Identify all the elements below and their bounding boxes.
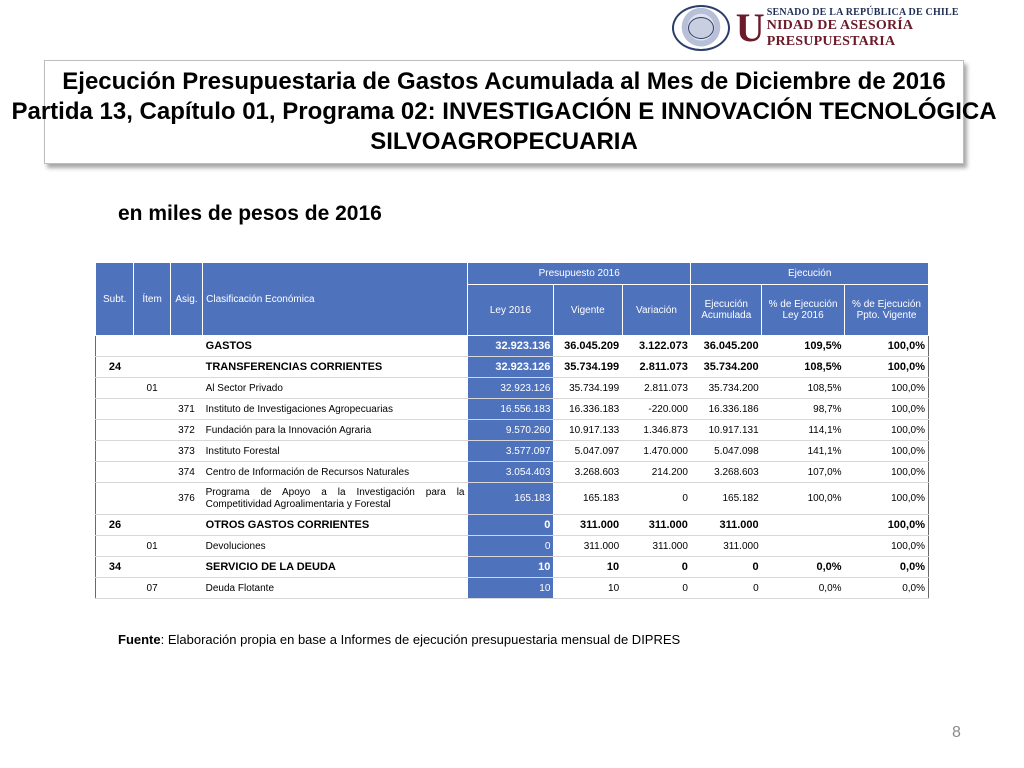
cell-asig [170, 378, 202, 399]
cell-variacion: 214.200 [622, 462, 691, 483]
cell-desc: GASTOS [203, 336, 468, 357]
cell-subt: 26 [96, 515, 134, 536]
cell-variacion: 1.470.000 [622, 441, 691, 462]
cell-item: 01 [134, 378, 170, 399]
budget-table [95, 262, 929, 599]
cell-vigente: 36.045.209 [553, 336, 622, 357]
cell-desc: OTROS GASTOS CORRIENTES [203, 515, 468, 536]
cell-pct-ley: 0,0% [762, 578, 845, 599]
header-vigente: Vigente [553, 285, 622, 336]
cell-vigente: 311.000 [553, 536, 622, 557]
cell-vigente: 165.183 [553, 483, 622, 515]
logo-unidad-text: NIDAD DE ASESORÍA PRESUPUESTARIA [766, 17, 913, 49]
cell-asig [170, 536, 202, 557]
table-row [96, 515, 929, 536]
cell-pct-ley [762, 515, 845, 536]
logo-senado-text: SENADO DE LA REPÚBLICA DE CHILE [766, 6, 959, 18]
table-row [96, 441, 929, 462]
cell-pct-vig: 100,0% [845, 462, 929, 483]
cell-vigente: 311.000 [553, 515, 622, 536]
header-ley: Ley 2016 [468, 285, 554, 336]
cell-pct-ley: 108,5% [762, 378, 845, 399]
header-ejec-acum: Ejecución Acumulada [691, 285, 762, 336]
table-row [96, 399, 929, 420]
cell-subt [96, 441, 134, 462]
cell-vigente: 10 [553, 578, 622, 599]
cell-pct-vig: 100,0% [845, 399, 929, 420]
table-row [96, 336, 929, 357]
cell-item [134, 357, 170, 378]
cell-item [134, 483, 170, 515]
cell-variacion: 311.000 [622, 536, 691, 557]
page-number: 8 [952, 724, 961, 741]
cell-desc: Deuda Flotante [203, 578, 468, 599]
cell-ley: 0 [468, 536, 554, 557]
cell-pct-vig: 100,0% [845, 515, 929, 536]
cell-ley: 16.556.183 [468, 399, 554, 420]
header-pct-ley: % de Ejecución Ley 2016 [762, 285, 845, 336]
table-row [96, 357, 929, 378]
table-row [96, 536, 929, 557]
cell-ley: 32.923.126 [468, 378, 554, 399]
header-group-ejecucion: Ejecución [691, 263, 929, 285]
cell-ley: 32.923.126 [468, 357, 554, 378]
cell-item [134, 336, 170, 357]
cell-asig: 373 [170, 441, 202, 462]
cell-variacion: 3.122.073 [622, 336, 691, 357]
cell-ejec: 3.268.603 [691, 462, 762, 483]
cell-pct-vig: 100,0% [845, 357, 929, 378]
cell-ejec: 35.734.200 [691, 357, 762, 378]
header-item: Ítem [134, 263, 170, 336]
cell-ejec: 311.000 [691, 536, 762, 557]
seal-shield-icon [688, 17, 714, 39]
cell-desc: Fundación para la Innovación Agraria [203, 420, 468, 441]
header-group-presupuesto: Presupuesto 2016 [468, 263, 691, 285]
title-line-1: Ejecución Presupuestaria de Gastos Acumulada al Mes de Diciembre de 2016 [62, 68, 946, 95]
cell-variacion: 0 [622, 557, 691, 578]
cell-item: 07 [134, 578, 170, 599]
cell-ley: 165.183 [468, 483, 554, 515]
cell-subt: 34 [96, 557, 134, 578]
header-subt: Subt. [96, 263, 134, 336]
header-pct-vigente: % de Ejecución Ppto. Vigente [845, 285, 929, 336]
cell-ejec: 311.000 [691, 515, 762, 536]
cell-ley: 9.570.260 [468, 420, 554, 441]
cell-ley: 3.054.403 [468, 462, 554, 483]
cell-subt [96, 462, 134, 483]
cell-subt: 24 [96, 357, 134, 378]
source-text: : Elaboración propia en base a Informes de ejecución presupuestaria mensual de DIPRES [160, 632, 681, 647]
senado-logo [672, 4, 1016, 52]
cell-vigente: 35.734.199 [553, 357, 622, 378]
title-box [11, 60, 997, 164]
cell-ejec: 165.182 [691, 483, 762, 515]
cell-subt [96, 336, 134, 357]
cell-desc: SERVICIO DE LA DEUDA [203, 557, 468, 578]
header-variacion: Variación [622, 285, 691, 336]
cell-variacion: -220.000 [622, 399, 691, 420]
cell-subt [96, 399, 134, 420]
cell-item [134, 557, 170, 578]
cell-pct-ley: 109,5% [762, 336, 845, 357]
cell-pct-ley: 100,0% [762, 483, 845, 515]
cell-subt [96, 578, 134, 599]
cell-asig [170, 557, 202, 578]
cell-subt [96, 536, 134, 557]
cell-variacion: 1.346.873 [622, 420, 691, 441]
table-row [96, 420, 929, 441]
cell-desc: Centro de Información de Recursos Naturales [203, 462, 468, 483]
source-label: Fuente [118, 632, 161, 647]
cell-variacion: 311.000 [622, 515, 691, 536]
title-line-2: Partida 13, Capítulo 01, Programa 02: INVESTIGACIÓN E INNOVACIÓN TECNOLÓGICA [11, 98, 997, 125]
cell-ejec: 5.047.098 [691, 441, 762, 462]
cell-pct-ley: 0,0% [762, 557, 845, 578]
cell-vigente: 10.917.133 [553, 420, 622, 441]
cell-pct-vig: 100,0% [845, 536, 929, 557]
cell-asig: 376 [170, 483, 202, 515]
title-line-3: SILVOAGROPECUARIA [370, 128, 638, 155]
cell-pct-ley: 141,1% [762, 441, 845, 462]
cell-ejec: 36.045.200 [691, 336, 762, 357]
cell-pct-ley: 98,7% [762, 399, 845, 420]
cell-pct-ley: 107,0% [762, 462, 845, 483]
cell-pct-ley: 108,5% [762, 357, 845, 378]
cell-item: 01 [134, 536, 170, 557]
cell-asig [170, 336, 202, 357]
cell-vigente: 16.336.183 [553, 399, 622, 420]
cell-desc: Al Sector Privado [203, 378, 468, 399]
cell-ejec: 16.336.186 [691, 399, 762, 420]
source-note [118, 632, 680, 647]
subtitle: en miles de pesos de 2016 [118, 202, 382, 225]
cell-item [134, 420, 170, 441]
cell-variacion: 0 [622, 483, 691, 515]
cell-item [134, 515, 170, 536]
cell-asig [170, 515, 202, 536]
cell-desc: Devoluciones [203, 536, 468, 557]
cell-ley: 3.577.097 [468, 441, 554, 462]
logo-big-letter: U [735, 5, 765, 50]
cell-vigente: 3.268.603 [553, 462, 622, 483]
cell-variacion: 2.811.073 [622, 357, 691, 378]
cell-ley: 10 [468, 557, 554, 578]
table-row [96, 557, 929, 578]
header-asig: Asig. [170, 263, 202, 336]
cell-variacion: 2.811.073 [622, 378, 691, 399]
cell-vigente: 5.047.097 [553, 441, 622, 462]
cell-subt [96, 378, 134, 399]
cell-ejec: 10.917.131 [691, 420, 762, 441]
cell-pct-vig: 0,0% [845, 578, 929, 599]
cell-desc: TRANSFERENCIAS CORRIENTES [203, 357, 468, 378]
cell-vigente: 10 [553, 557, 622, 578]
cell-ejec: 35.734.200 [691, 378, 762, 399]
cell-desc: Programa de Apoyo a la Investigación para la Competitividad Agroalimentaria y Forestal [203, 483, 468, 515]
cell-asig [170, 357, 202, 378]
cell-desc: Instituto de Investigaciones Agropecuarias [203, 399, 468, 420]
table-row [96, 378, 929, 399]
cell-ley: 10 [468, 578, 554, 599]
cell-ejec: 0 [691, 578, 762, 599]
cell-asig [170, 578, 202, 599]
cell-pct-vig: 100,0% [845, 420, 929, 441]
cell-pct-vig: 100,0% [845, 483, 929, 515]
table-row [96, 483, 929, 515]
table-row [96, 462, 929, 483]
senado-seal-icon [672, 5, 730, 51]
cell-item [134, 462, 170, 483]
cell-desc: Instituto Forestal [203, 441, 468, 462]
cell-asig: 372 [170, 420, 202, 441]
table-row [96, 578, 929, 599]
cell-ley: 0 [468, 515, 554, 536]
header-clasificacion: Clasificación Económica [203, 263, 468, 336]
cell-pct-vig: 0,0% [845, 557, 929, 578]
cell-ejec: 0 [691, 557, 762, 578]
cell-item [134, 441, 170, 462]
cell-vigente: 35.734.199 [553, 378, 622, 399]
cell-asig: 371 [170, 399, 202, 420]
cell-item [134, 399, 170, 420]
cell-pct-vig: 100,0% [845, 336, 929, 357]
cell-pct-ley: 114,1% [762, 420, 845, 441]
cell-ley: 32.923.136 [468, 336, 554, 357]
cell-pct-vig: 100,0% [845, 441, 929, 462]
cell-subt [96, 483, 134, 515]
cell-subt [96, 420, 134, 441]
cell-asig: 374 [170, 462, 202, 483]
cell-variacion: 0 [622, 578, 691, 599]
cell-pct-vig: 100,0% [845, 378, 929, 399]
cell-pct-ley [762, 536, 845, 557]
